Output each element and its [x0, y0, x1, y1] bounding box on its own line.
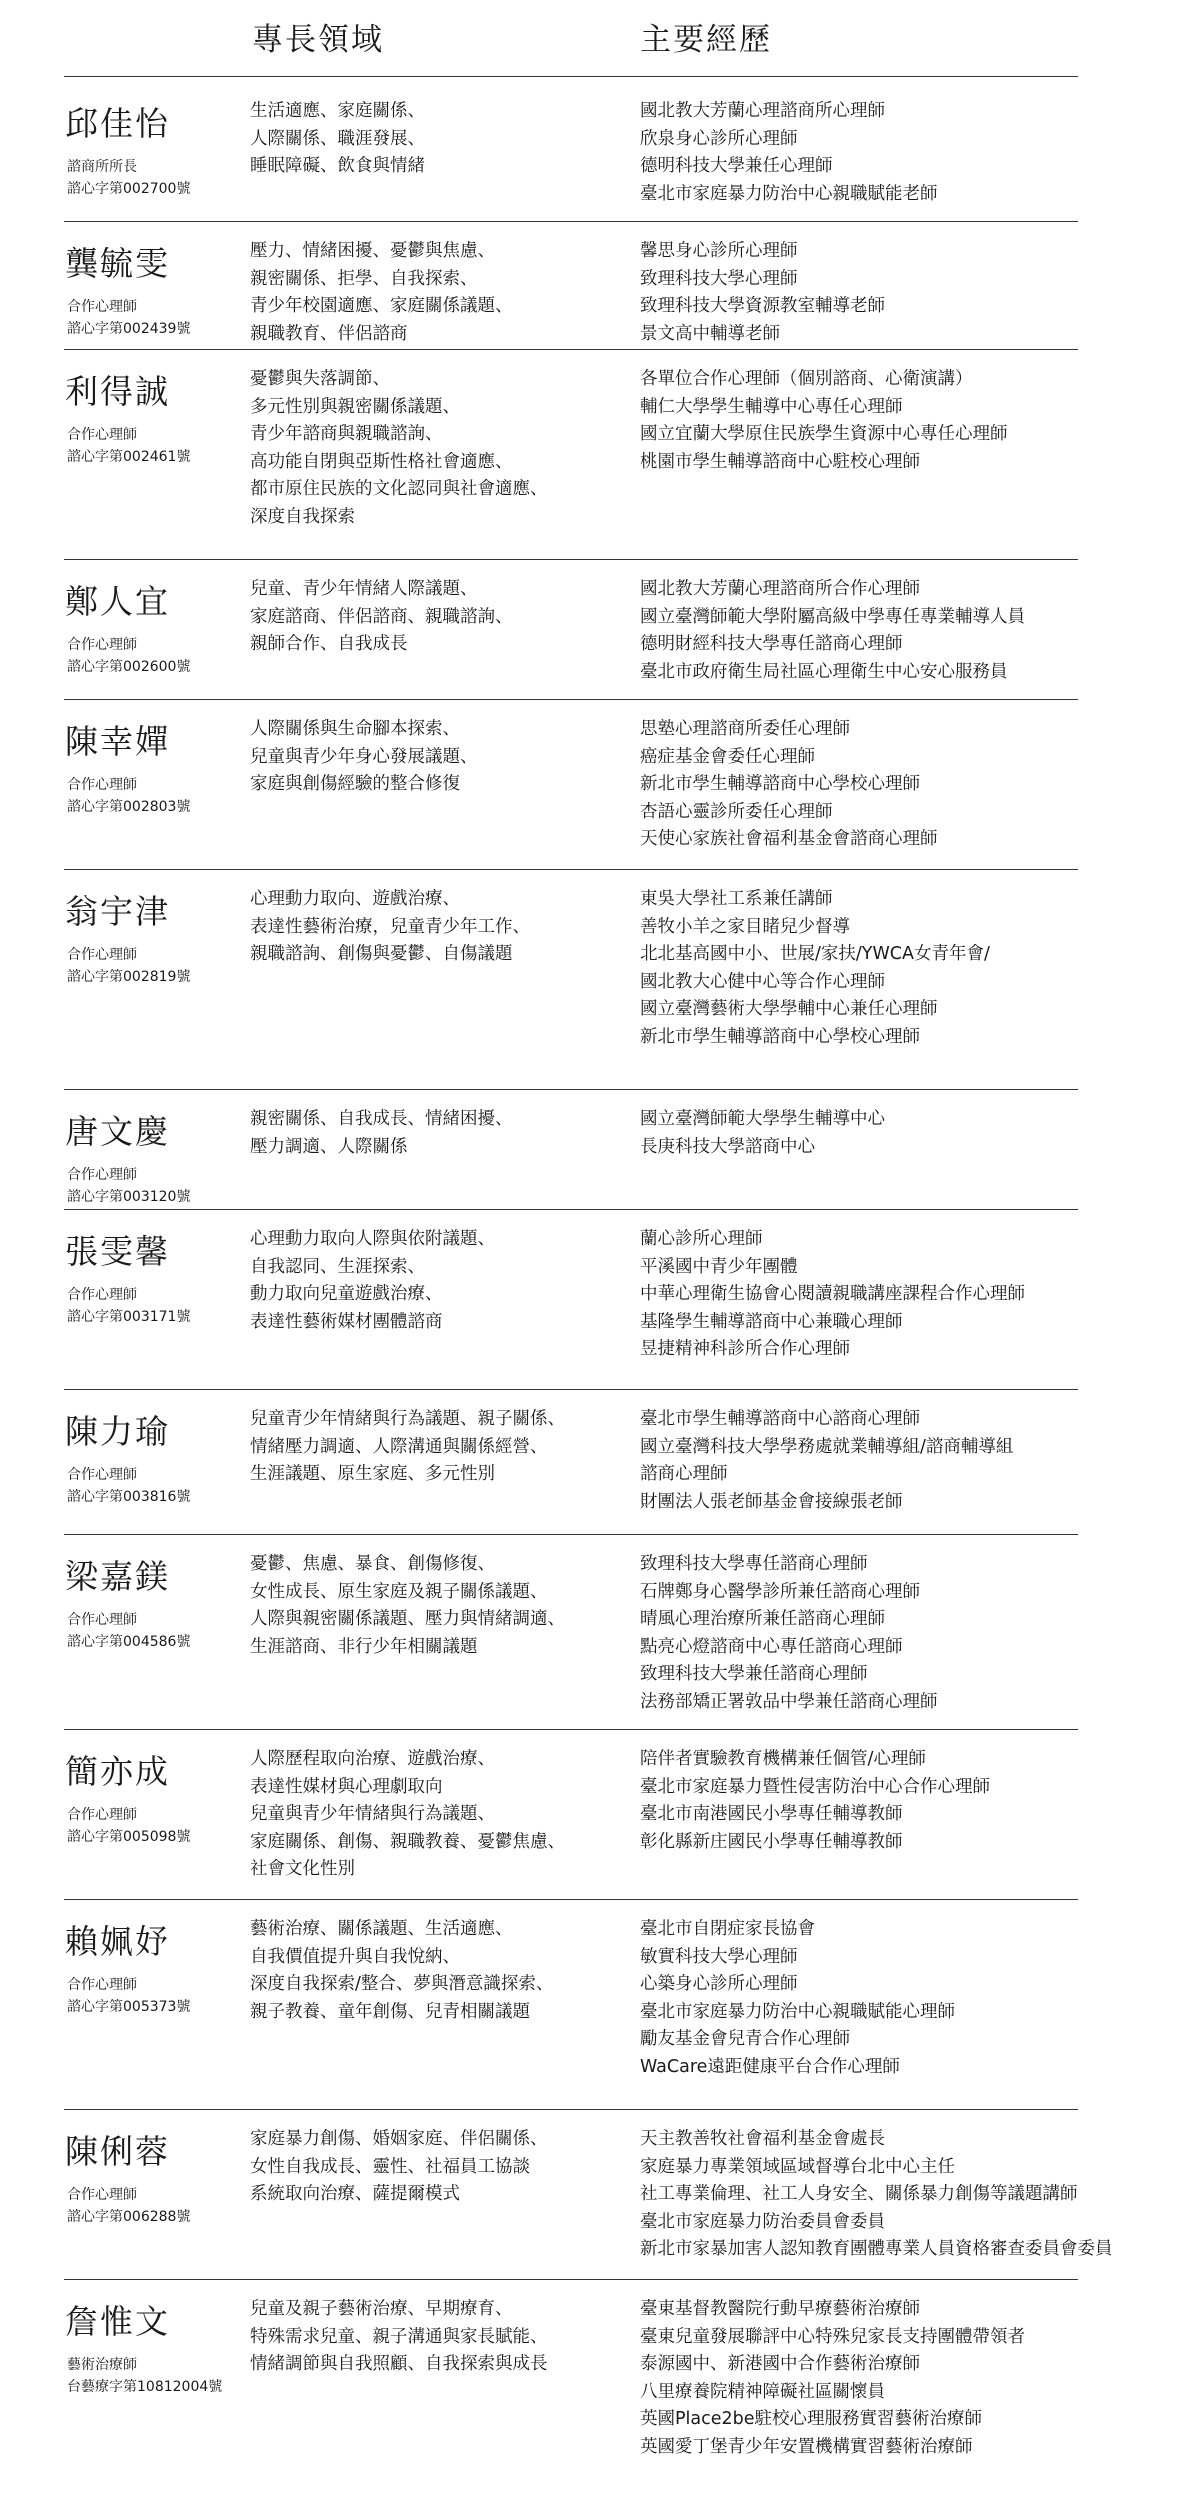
experience-item: 國北教大心健中心等合作心理師 — [640, 971, 885, 992]
therapist-row — [0, 560, 1200, 700]
experience-list — [640, 886, 990, 1051]
specialty-list — [250, 1226, 495, 1336]
therapist-row — [0, 700, 1200, 870]
experience-item: 臺北市自閉症家長協會 — [640, 1919, 815, 1939]
therapist-title — [67, 1284, 190, 1328]
experience-item: 臺北市學生輔導諮商中心諮商心理師 — [640, 1409, 920, 1429]
specialty-item: 都市原住民族的文化認同與社會適應、 — [250, 479, 548, 499]
specialty-item: 憂鬱、焦慮、暴食、創傷修復、 — [250, 1554, 495, 1574]
specialty-item: 親職教育、伴侶諮商 — [250, 323, 408, 344]
therapist-title — [67, 944, 190, 988]
title-line: 諮心字第005373號 — [67, 1999, 191, 2015]
specialty-item: 表達性藝術治療，兒童青少年工作、 — [250, 916, 530, 937]
title-line: 諮心字第003171號 — [67, 1309, 191, 1325]
experience-item: 英國愛丁堡青少年安置機構實習藝術治療師 — [640, 2436, 973, 2457]
specialty-item: 兒童、青少年情緒人際議題、 — [250, 579, 478, 599]
specialty-item: 生涯諮商、非行少年相關議題 — [250, 1636, 478, 1657]
specialty-list — [250, 576, 513, 659]
title-line: 合作心理師 — [67, 1807, 137, 1823]
experience-item: 景文高中輔導老師 — [640, 323, 780, 344]
specialty-list — [250, 2296, 548, 2379]
experience-item: 基隆學生輔導諮商中心兼職心理師 — [640, 1311, 903, 1332]
experience-item: 天使心家族社會福利基金會諮商心理師 — [640, 829, 938, 849]
specialty-item: 家庭與創傷經驗的整合修復 — [250, 774, 460, 794]
therapist-row — [0, 1535, 1200, 1730]
therapist-name: 利得誠 — [65, 372, 170, 411]
experience-list — [640, 1106, 885, 1161]
specialty-list — [250, 1106, 513, 1161]
specialty-item: 人際與親密關係議題、壓力與情緒調適、 — [250, 1609, 565, 1629]
therapist-title — [67, 296, 190, 340]
therapist-name: 翁宇津 — [65, 892, 170, 931]
experience-item: 新北市學生輔導諮商中心學校心理師 — [640, 774, 920, 794]
experience-item: 諮商心理師 — [640, 1464, 728, 1484]
header-divider — [64, 76, 1078, 77]
specialty-item: 壓力、情緒困擾、憂鬱與焦慮、 — [250, 241, 495, 261]
therapist-row — [0, 2110, 1200, 2280]
therapist-row — [0, 1090, 1200, 1210]
experience-list — [640, 2296, 1025, 2461]
specialty-item: 家庭關係、創傷、親職教養、憂鬱焦慮、 — [250, 1831, 565, 1852]
experience-item: 昱捷精神科診所合作心理師 — [640, 1339, 850, 1359]
therapist-title — [67, 774, 190, 818]
specialty-item: 高功能自閉與亞斯性格社會適應、 — [250, 451, 513, 472]
therapist-row — [0, 222, 1200, 350]
experience-item: 英國Place2be駐校心理服務實習藝術治療師 — [640, 2409, 983, 2429]
experience-item: 新北市家暴加害人認知教育團體專業人員資格審查委員會委員 — [640, 2239, 1113, 2259]
specialty-item: 表達性媒材與心理劇取向 — [250, 1776, 443, 1797]
title-line: 諮商所所長 — [67, 159, 137, 175]
title-line: 諮心字第005098號 — [67, 1829, 191, 1845]
experience-item: 國北教大芳蘭心理諮商所合作心理師 — [640, 579, 920, 599]
specialty-item: 表達性藝術媒材團體諮商 — [250, 1311, 443, 1332]
therapist-title — [67, 1804, 190, 1848]
title-line: 諮心字第002439號 — [67, 321, 191, 337]
experience-item: 天主教善牧社會福利基金會處長 — [640, 2129, 885, 2149]
specialty-item: 兒童與青少年情緒與行為議題、 — [250, 1804, 495, 1824]
title-line: 合作心理師 — [67, 1467, 137, 1483]
specialty-item: 情緒壓力調適、人際溝通與關係經營、 — [250, 1436, 548, 1457]
therapist-row — [0, 82, 1200, 222]
title-line: 合作心理師 — [67, 947, 137, 963]
specialty-item: 睡眠障礙、飲食與情緒 — [250, 156, 425, 176]
specialty-item: 人際關係與生命腳本探索、 — [250, 719, 460, 739]
therapist-title — [67, 634, 190, 678]
specialty-list — [250, 238, 513, 348]
specialty-list — [250, 98, 425, 181]
therapist-name: 唐文慶 — [65, 1112, 170, 1151]
specialty-item: 系統取向治療、薩提爾模式 — [250, 2184, 460, 2204]
experience-item: 臺北市家庭暴力暨性侵害防治中心合作心理師 — [640, 1776, 990, 1797]
experience-item: 財團法人張老師基金會接線張老師 — [640, 1491, 903, 1512]
specialty-item: 情緒調節與自我照顧、自我探索與成長 — [250, 2354, 548, 2374]
therapist-row — [0, 350, 1200, 560]
experience-item: 陪伴者實驗教育機構兼任個管/心理師 — [640, 1749, 926, 1769]
specialty-item: 青少年校園適應、家庭關係議題、 — [250, 296, 513, 316]
experience-item: 家庭暴力專業領域區域督導台北中心主任 — [640, 2156, 955, 2177]
therapist-title — [67, 2354, 222, 2398]
specialty-item: 家庭諮商、伴侶諮商、親職諮詢、 — [250, 606, 513, 627]
therapist-name: 陳俐蓉 — [65, 2132, 170, 2171]
therapist-name: 鄭人宜 — [65, 582, 170, 621]
experience-item: 癌症基金會委任心理師 — [640, 746, 815, 767]
specialty-list — [250, 2126, 548, 2209]
experience-item: 國立宜蘭大學原住民族學生資源中心專任心理師 — [640, 424, 1008, 444]
specialty-item: 青少年諮商與親職諮詢、 — [250, 424, 443, 444]
experience-item: 勵友基金會兒青合作心理師 — [640, 2029, 850, 2049]
specialty-item: 兒童青少年情緒與行為議題、親子關係、 — [250, 1409, 565, 1429]
therapist-row — [0, 1730, 1200, 1900]
specialty-item: 親子教養、童年創傷、兒青相關議題 — [250, 2001, 530, 2022]
specialty-list — [250, 1916, 553, 2026]
experience-list — [640, 576, 1025, 686]
experience-item: 臺東基督教醫院行動早療藝術治療師 — [640, 2299, 920, 2319]
experience-list — [640, 716, 938, 854]
specialty-item: 生涯議題、原生家庭、多元性別 — [250, 1464, 495, 1484]
specialty-list — [250, 886, 530, 969]
therapist-name: 詹惟文 — [65, 2302, 170, 2341]
title-line: 合作心理師 — [67, 1977, 137, 1993]
therapist-name: 簡亦成 — [65, 1752, 170, 1791]
therapist-name: 張雯馨 — [65, 1232, 170, 1271]
experience-item: 社工專業倫理、社工人身安全、關係暴力創傷等議題講師 — [640, 2184, 1078, 2204]
specialty-item: 女性成長、原生家庭及親子關係議題、 — [250, 1581, 548, 1602]
therapist-name: 龔毓雯 — [65, 244, 170, 283]
experience-item: 泰源國中、新港國中合作藝術治療師 — [640, 2354, 920, 2374]
experience-item: 長庚科技大學諮商中心 — [640, 1136, 815, 1157]
title-line: 合作心理師 — [67, 299, 137, 315]
experience-item: 蘭心診所心理師 — [640, 1229, 763, 1249]
therapist-row — [0, 2280, 1200, 2495]
specialty-item: 社會文化性別 — [250, 1859, 355, 1879]
specialty-item: 特殊需求兒童、親子溝通與家長賦能、 — [250, 2326, 548, 2347]
therapist-title — [67, 1164, 190, 1208]
experience-item: 桃園市學生輔導諮商中心駐校心理師 — [640, 451, 920, 472]
specialty-item: 人際歷程取向治療、遊戲治療、 — [250, 1749, 495, 1769]
experience-item: 平溪國中青少年團體 — [640, 1256, 798, 1277]
therapist-title — [67, 156, 190, 200]
title-line: 諮心字第003816號 — [67, 1489, 191, 1505]
experience-list — [640, 1746, 990, 1856]
therapist-title — [67, 1609, 190, 1653]
therapist-name: 梁嘉鎂 — [65, 1557, 170, 1596]
title-line: 台藝療字第10812004號 — [67, 2379, 223, 2395]
experience-item: 新北市學生輔導諮商中心學校心理師 — [640, 1026, 920, 1047]
title-line: 諮心字第002700號 — [67, 181, 191, 197]
experience-item: WaCare遠距健康平台合作心理師 — [640, 2056, 900, 2077]
experience-item: 欣泉身心診所心理師 — [640, 128, 798, 149]
title-line: 合作心理師 — [67, 2187, 137, 2203]
specialty-item: 親密關係、自我成長、情緒困擾、 — [250, 1109, 513, 1129]
experience-list — [640, 1551, 938, 1716]
title-line: 諮心字第002803號 — [67, 799, 191, 815]
experience-list — [640, 1406, 1013, 1516]
title-line: 合作心理師 — [67, 777, 137, 793]
specialty-item: 自我認同、生涯探索、 — [250, 1256, 425, 1277]
experience-item: 法務部矯正署敦品中學兼任諮商心理師 — [640, 1691, 938, 1712]
specialty-item: 人際關係、職涯發展、 — [250, 128, 425, 149]
experience-item: 致理科技大學資源教室輔導老師 — [640, 296, 885, 316]
specialty-item: 深度自我探索/整合、夢與潛意識探索、 — [250, 1974, 554, 1994]
title-line: 諮心字第002461號 — [67, 449, 191, 465]
therapist-title — [67, 2184, 190, 2228]
specialty-item: 多元性別與親密關係議題、 — [250, 396, 460, 417]
title-line: 諮心字第006288號 — [67, 2209, 191, 2225]
title-line: 合作心理師 — [67, 427, 137, 443]
experience-item: 臺北市政府衛生局社區心理衛生中心安心服務員 — [640, 661, 1008, 682]
experience-column-header: 主要經歷 — [640, 22, 772, 58]
therapist-name: 陳力瑜 — [65, 1412, 170, 1451]
experience-item: 彰化縣新庄國民小學專任輔導教師 — [640, 1831, 903, 1852]
therapist-row — [0, 1210, 1200, 1390]
specialty-list — [250, 1746, 565, 1884]
specialty-item: 壓力調適、人際關係 — [250, 1136, 408, 1157]
experience-item: 心築身心診所心理師 — [640, 1974, 798, 1994]
specialty-list — [250, 716, 478, 799]
specialty-item: 生活適應、家庭關係、 — [250, 101, 425, 121]
experience-item: 北北基高國中小、世展/家扶/YWCA女青年會/ — [640, 944, 990, 964]
title-line: 諮心字第003120號 — [67, 1189, 191, 1205]
specialty-item: 心理動力取向人際與依附議題、 — [250, 1229, 495, 1249]
specialty-item: 親密關係、拒學、自我探索、 — [250, 268, 478, 289]
experience-item: 晴風心理治療所兼任諮商心理師 — [640, 1609, 885, 1629]
title-line: 諮心字第002819號 — [67, 969, 191, 985]
title-line: 諮心字第002600號 — [67, 659, 191, 675]
title-line: 諮心字第004586號 — [67, 1634, 191, 1650]
therapist-title — [67, 1464, 190, 1508]
therapist-row — [0, 870, 1200, 1090]
experience-list — [640, 1916, 955, 2081]
title-line: 合作心理師 — [67, 1167, 137, 1183]
experience-item: 臺東兒童發展聯評中心特殊兒家長支持團體帶領者 — [640, 2326, 1025, 2347]
therapist-row — [0, 1390, 1200, 1535]
experience-item: 國立臺灣藝術大學學輔中心兼任心理師 — [640, 999, 938, 1019]
therapist-name: 陳幸嬋 — [65, 722, 170, 761]
therapist-title — [67, 1974, 190, 2018]
experience-item: 馨思身心診所心理師 — [640, 241, 798, 261]
specialty-list — [250, 1406, 565, 1489]
specialty-item: 親師合作、自我成長 — [250, 634, 408, 654]
experience-item: 國立臺灣師範大學學生輔導中心 — [640, 1109, 885, 1129]
experience-list — [640, 2126, 1113, 2264]
specialty-item: 兒童及親子藝術治療、早期療育、 — [250, 2299, 513, 2319]
experience-item: 臺北市家庭暴力防治中心親職賦能老師 — [640, 183, 938, 204]
experience-item: 中華心理衛生協會心閱讀親職講座課程合作心理師 — [640, 1284, 1025, 1304]
experience-list — [640, 366, 1008, 476]
experience-item: 德明科技大學兼任心理師 — [640, 156, 833, 176]
experience-item: 東吳大學社工系兼任講師 — [640, 889, 833, 909]
experience-list — [640, 1226, 1025, 1364]
experience-item: 國立臺灣師範大學附屬高級中學專任專業輔導人員 — [640, 606, 1025, 627]
specialty-item: 自我價值提升與自我悅納、 — [250, 1946, 460, 1967]
experience-item: 國立臺灣科技大學學務處就業輔導組/諮商輔導組 — [640, 1436, 1014, 1457]
experience-item: 臺北市家庭暴力防治委員會委員 — [640, 2211, 885, 2232]
specialty-item: 心理動力取向、遊戲治療、 — [250, 889, 460, 909]
experience-list — [640, 98, 938, 208]
experience-item: 臺北市南港國民小學專任輔導教師 — [640, 1804, 903, 1824]
therapist-name: 邱佳怡 — [65, 104, 170, 143]
title-line: 藝術治療師 — [67, 2357, 137, 2373]
specialty-item: 女性自我成長、靈性、社福員工協談 — [250, 2156, 530, 2177]
experience-item: 敏實科技大學心理師 — [640, 1946, 798, 1967]
experience-item: 點亮心燈諮商中心專任諮商心理師 — [640, 1636, 903, 1657]
experience-item: 臺北市家庭暴力防治中心親職賦能心理師 — [640, 2001, 955, 2022]
title-line: 合作心理師 — [67, 637, 137, 653]
experience-item: 石牌鄭身心醫學診所兼任諮商心理師 — [640, 1581, 920, 1602]
specialty-list — [250, 366, 548, 531]
experience-item: 德明財經科技大學專任諮商心理師 — [640, 634, 903, 654]
specialty-item: 兒童與青少年身心發展議題、 — [250, 746, 478, 767]
experience-item: 八里療養院精神障礙社區關懷員 — [640, 2381, 885, 2402]
experience-item: 輔仁大學學生輔導中心專任心理師 — [640, 396, 903, 417]
title-line: 合作心理師 — [67, 1287, 137, 1303]
experience-item: 致理科技大學兼任諮商心理師 — [640, 1664, 868, 1684]
experience-item: 思塾心理諮商所委任心理師 — [640, 719, 850, 739]
experience-item: 各單位合作心理師（個別諮商、心衛演講） — [640, 369, 973, 389]
specialty-item: 動力取向兒童遊戲治療、 — [250, 1284, 443, 1304]
experience-list — [640, 238, 885, 348]
specialty-item: 深度自我探索 — [250, 506, 355, 527]
experience-item: 致理科技大學心理師 — [640, 268, 798, 289]
specialty-item: 家庭暴力創傷、婚姻家庭、伴侶關係、 — [250, 2129, 548, 2149]
experience-item: 致理科技大學專任諮商心理師 — [640, 1554, 868, 1574]
specialty-item: 親職諮詢、創傷與憂鬱、自傷議題 — [250, 944, 513, 964]
experience-item: 國北教大芳蘭心理諮商所心理師 — [640, 101, 885, 121]
therapist-title — [67, 424, 190, 468]
title-line: 合作心理師 — [67, 1612, 137, 1628]
experience-item: 杏語心靈診所委任心理師 — [640, 801, 833, 822]
specialty-item: 藝術治療、關係議題、生活適應、 — [250, 1919, 513, 1939]
experience-item: 善牧小羊之家目睹兒少督導 — [640, 916, 850, 937]
therapist-name: 賴姵妤 — [65, 1922, 170, 1961]
specialty-column-header: 專長領域 — [252, 22, 384, 58]
specialty-list — [250, 1551, 565, 1661]
specialty-item: 憂鬱與失落調節、 — [250, 369, 390, 389]
therapist-row — [0, 1900, 1200, 2110]
